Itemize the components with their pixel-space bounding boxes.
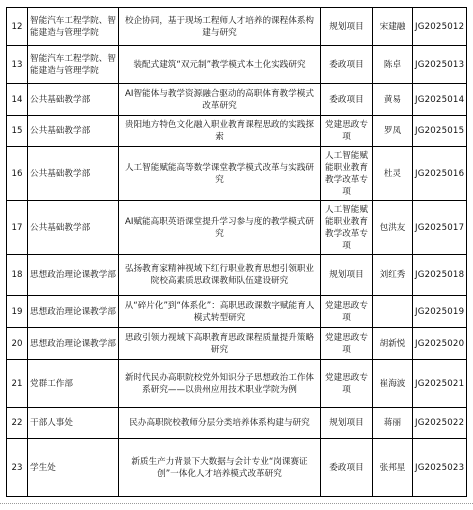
project-title-cell: 思政引领力视域下高职教育思政课程质量提升策略研究	[119, 328, 321, 360]
project-lead-cell: 刘红秀	[373, 255, 413, 296]
table-row	[7, 84, 467, 116]
row-number: 19	[7, 296, 28, 328]
table-row	[7, 328, 467, 360]
project-title-cell: 弘扬教育家精神视域下红行职业教育思想引领职业院校高素质思政课教师队伍建设研究	[119, 255, 321, 296]
project-type-cell: 委政项目	[321, 439, 373, 497]
project-type-cell: 党建思政专项	[321, 328, 373, 360]
department-cell: 思想政治理论课教学部	[28, 296, 119, 328]
table-row	[7, 255, 467, 296]
department-cell: 公共基础教学部	[28, 201, 119, 255]
project-lead-cell: 崔海波	[373, 360, 413, 408]
project-title-cell: 从“碎片化”到“体系化”：高职思政课数字赋能育人模式转型研究	[119, 296, 321, 328]
table-row	[7, 8, 467, 46]
table-row	[7, 147, 467, 201]
row-number: 17	[7, 201, 28, 255]
row-number: 22	[7, 408, 28, 439]
project-code-cell: JG2025020	[413, 328, 467, 360]
table-row	[7, 360, 467, 408]
project-type-cell: 人工智能赋能职业教育教学改革专项	[321, 147, 373, 201]
project-code-cell: JG2025017	[413, 201, 467, 255]
table-row	[7, 46, 467, 84]
project-type-cell: 党建思政专项	[321, 296, 373, 328]
project-title-cell: 新时代民办高职院校党外知识分子思想政治工作体系研究——以贵州应用技术职业学院为例	[119, 360, 321, 408]
department-cell: 智能汽车工程学院、智能建造与管理学院	[28, 46, 119, 84]
project-lead-cell: 陈卓	[373, 46, 413, 84]
project-code-cell: JG2025018	[413, 255, 467, 296]
project-type-cell: 规划项目	[321, 8, 373, 46]
project-code-cell: JG2025021	[413, 360, 467, 408]
project-type-cell: 委政项目	[321, 84, 373, 116]
project-code-cell: JG2025015	[413, 116, 467, 147]
table-body	[7, 8, 467, 497]
page-bottom-divider	[0, 503, 473, 508]
department-cell: 公共基础教学部	[28, 147, 119, 201]
table-row	[7, 296, 467, 328]
project-type-cell: 党建思政专项	[321, 116, 373, 147]
row-number: 15	[7, 116, 28, 147]
project-code-cell: JG2025012	[413, 8, 467, 46]
project-code-cell: JG2025016	[413, 147, 467, 201]
project-lead-cell: 蒋丽	[373, 408, 413, 439]
row-number: 13	[7, 46, 28, 84]
project-title-cell: 民办高职院校教师分层分类培养体系构建与研究	[119, 408, 321, 439]
project-code-cell: JG2025013	[413, 46, 467, 84]
row-number: 20	[7, 328, 28, 360]
department-cell: 公共基础教学部	[28, 84, 119, 116]
project-title-cell: 贵阳地方特色文化融入职业教育课程思政的实践探索	[119, 116, 321, 147]
project-table	[6, 7, 467, 497]
project-type-cell: 党建思政专项	[321, 360, 373, 408]
row-number: 16	[7, 147, 28, 201]
project-lead-cell	[373, 296, 413, 328]
row-number: 21	[7, 360, 28, 408]
table-row	[7, 408, 467, 439]
project-lead-cell: 杜灵	[373, 147, 413, 201]
project-lead-cell: 罗凤	[373, 116, 413, 147]
project-title-cell: 新质生产力背景下大数据与会计专业“岗课赛证创”一体化人才培养模式改革研究	[119, 439, 321, 497]
project-title-cell: 校企协同，基于现场工程师人才培养的课程体系构建与研究	[119, 8, 321, 46]
project-title-cell: 人工智能赋能高等数学课堂教学模式改革与实践研究	[119, 147, 321, 201]
project-code-cell: JG2025019	[413, 296, 467, 328]
department-cell: 干部人事处	[28, 408, 119, 439]
project-lead-cell: 包洪友	[373, 201, 413, 255]
project-code-cell: JG2025023	[413, 439, 467, 497]
department-cell: 思想政治理论课教学部	[28, 255, 119, 296]
project-type-cell: 人工智能赋能职业教育教学改革专项	[321, 201, 373, 255]
department-cell: 公共基础教学部	[28, 116, 119, 147]
project-lead-cell: 宋建融	[373, 8, 413, 46]
department-cell: 党群工作部	[28, 360, 119, 408]
project-code-cell: JG2025022	[413, 408, 467, 439]
project-lead-cell: 张邦星	[373, 439, 413, 497]
project-lead-cell: 黄易	[373, 84, 413, 116]
table-row	[7, 439, 467, 497]
department-cell: 思想政治理论课教学部	[28, 328, 119, 360]
project-title-cell: AI智能体与教学资源融合驱动的高职体育教学模式改革研究	[119, 84, 321, 116]
table-row	[7, 201, 467, 255]
department-cell: 学生处	[28, 439, 119, 497]
project-type-cell: 规划项目	[321, 408, 373, 439]
row-number: 23	[7, 439, 28, 497]
project-lead-cell: 胡新悦	[373, 328, 413, 360]
department-cell: 智能汽车工程学院、智能建造与管理学院	[28, 8, 119, 46]
project-title-cell: 装配式建筑“双元制”教学模式本土化实践研究	[119, 46, 321, 84]
row-number: 14	[7, 84, 28, 116]
project-type-cell: 规划项目	[321, 255, 373, 296]
table-row	[7, 116, 467, 147]
row-number: 12	[7, 8, 28, 46]
row-number: 18	[7, 255, 28, 296]
project-code-cell: JG2025014	[413, 84, 467, 116]
project-title-cell: AI赋能高职英语课堂提升学习参与度的教学模式研究	[119, 201, 321, 255]
project-type-cell: 委政项目	[321, 46, 373, 84]
